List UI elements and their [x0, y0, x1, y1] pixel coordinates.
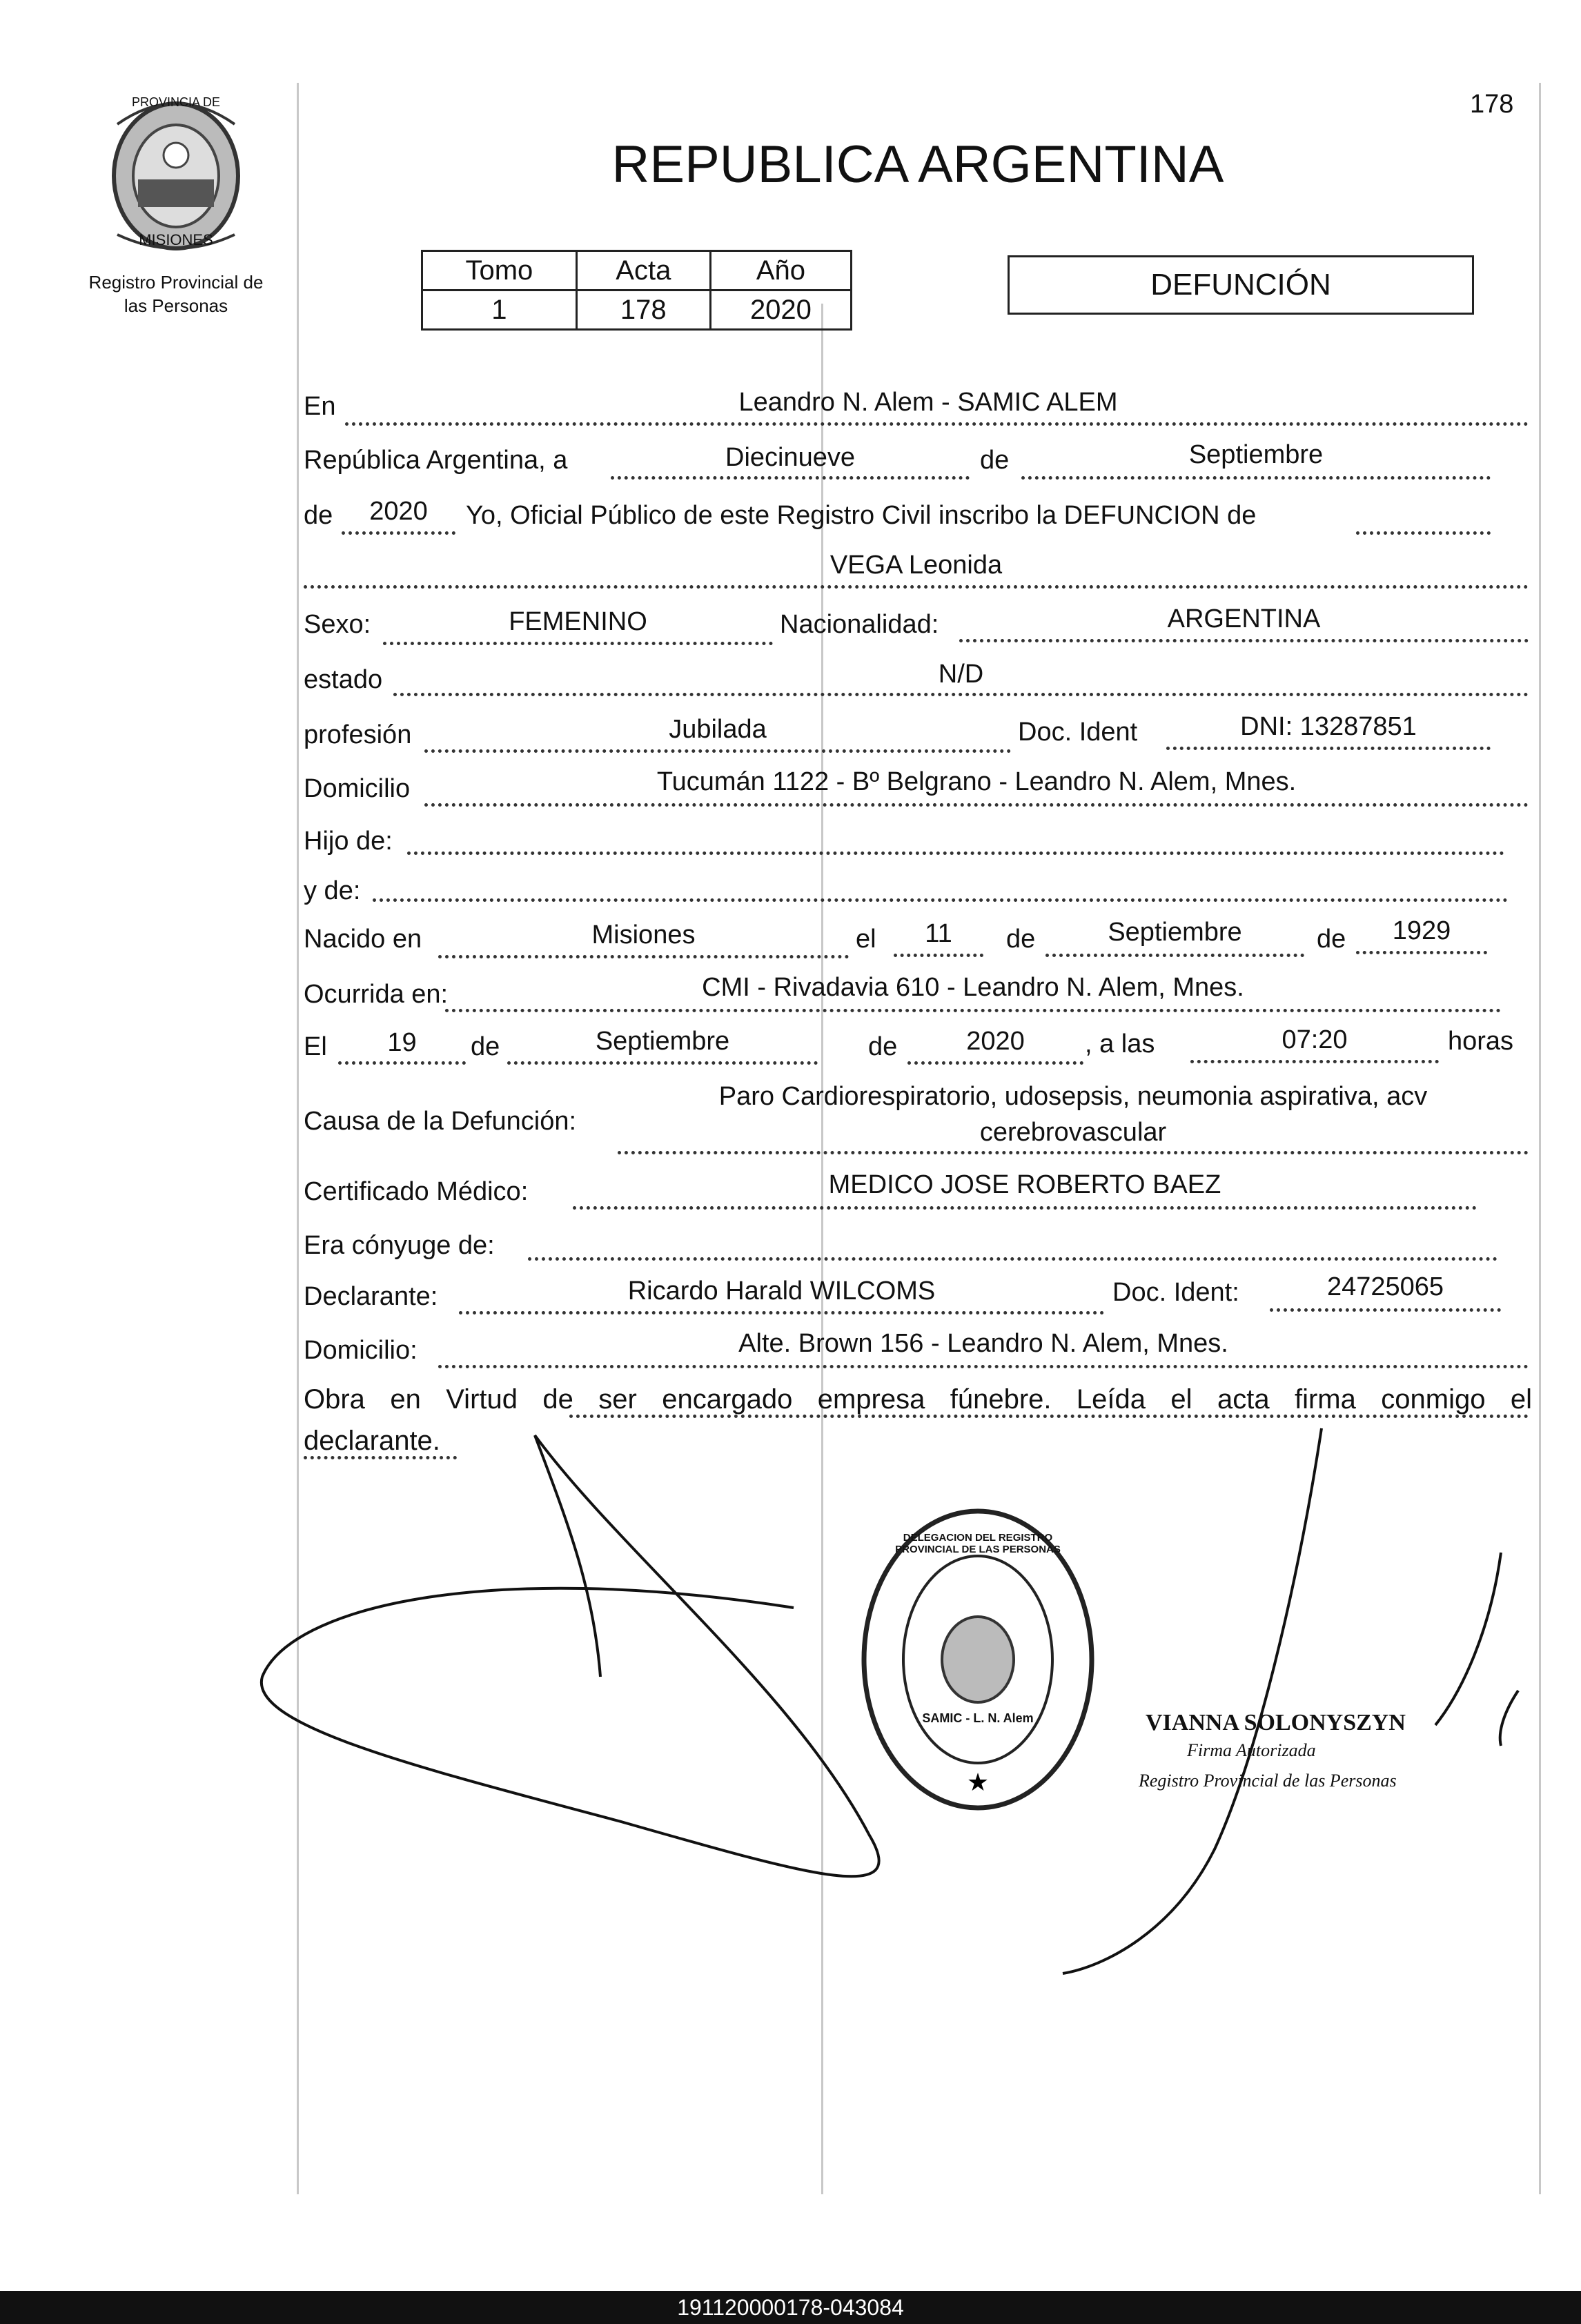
- label-causa: Causa de la Defunción:: [304, 1107, 577, 1136]
- field-month: Septiembre: [1188, 440, 1324, 469]
- label-de-year: de: [304, 501, 333, 530]
- field-day: Diecinueve: [725, 443, 855, 472]
- table-header-acta: Acta: [576, 251, 710, 290]
- table-value-tomo: 1: [422, 290, 577, 330]
- field-domicilio: Tucumán 1122 - Bº Belgrano - Leandro N. Alem, Mnes.: [656, 767, 1297, 796]
- table-value-anio: 2020: [710, 290, 851, 330]
- field-nacionalidad: ARGENTINA: [1167, 604, 1321, 633]
- field-certificado: MEDICO JOSE ROBERTO BAEZ: [828, 1170, 1221, 1199]
- table-header-anio: Año: [710, 251, 851, 290]
- label-doc-ident: Doc. Ident: [1018, 718, 1138, 747]
- document-type-box: DEFUNCIÓN: [1008, 255, 1474, 315]
- label-declarante: Declarante:: [304, 1282, 438, 1311]
- label-death-el: El: [304, 1032, 327, 1061]
- field-nacido-en: Misiones: [591, 920, 696, 949]
- label-sexo: Sexo:: [304, 610, 371, 639]
- field-death-year: 2020: [966, 1027, 1025, 1056]
- label-de: de: [980, 446, 1010, 475]
- label-a-las: , a las: [1085, 1030, 1155, 1058]
- label-de-death-year: de: [868, 1032, 898, 1061]
- field-birth-month: Septiembre: [1108, 918, 1242, 947]
- inscribo-text: Yo, Oficial Público de este Registro Civil inscribo la DEFUNCION de: [466, 501, 1257, 530]
- field-decl-domicilio: Alte. Brown 156 - Leandro N. Alem, Mnes.: [738, 1329, 1228, 1358]
- field-sexo: FEMENINO: [509, 607, 647, 636]
- registry-name-line1: Registro Provincial de: [88, 272, 264, 293]
- label-de-birth-month: de: [1006, 925, 1036, 954]
- label-hijo-de: Hijo de:: [304, 827, 393, 856]
- field-deceased-name: VEGA Leonida: [829, 551, 1003, 580]
- label-de-death-month: de: [471, 1032, 500, 1061]
- field-birth-day: 11: [925, 919, 952, 948]
- field-death-time: 07:20: [1282, 1025, 1348, 1054]
- registry-stamp: [859, 1504, 1097, 1815]
- footer-barcode-text: 191120000178-043084: [0, 2291, 1581, 2324]
- field-causa-line1: Paro Cardiorespiratorio, udosepsis, neumonia aspirativa, acv: [718, 1082, 1428, 1111]
- field-decl-doc: 24725065: [1326, 1272, 1444, 1301]
- registry-name-line2: las Personas: [124, 295, 228, 316]
- label-profesion: profesión: [304, 720, 412, 749]
- field-profesion: Jubilada: [669, 715, 767, 744]
- label-el: el: [856, 925, 876, 954]
- seal-bottom-text: MISIONES: [139, 231, 213, 248]
- page-number: 178: [1470, 90, 1514, 119]
- table-value-acta: 178: [576, 290, 710, 330]
- field-estado: N/D: [938, 660, 984, 689]
- signer-name: VIANNA SOLONYSZYN: [1146, 1710, 1406, 1735]
- obra-line1: Obra en Virtud de ser encargado empresa fúnebre. Leída el acta firma conmigo el: [304, 1384, 1532, 1415]
- table-header-tomo: Tomo: [422, 251, 577, 290]
- field-declarante: Ricardo Harald WILCOMS: [627, 1277, 936, 1306]
- field-birth-year: 1929: [1392, 916, 1451, 945]
- label-domicilio: Domicilio: [304, 774, 411, 803]
- signer-role: Firma Autorizada: [1187, 1740, 1316, 1760]
- field-place: Leandro N. Alem - SAMIC ALEM: [738, 388, 1118, 417]
- label-decl-doc: Doc. Ident:: [1112, 1278, 1239, 1307]
- field-ocurrida-en: CMI - Rivadavia 610 - Leandro N. Alem, Mnes.: [702, 973, 1244, 1002]
- seal-top-text: PROVINCIA DE: [131, 95, 221, 109]
- label-conyuge: Era cónyuge de:: [304, 1231, 495, 1260]
- field-death-day: 19: [387, 1028, 417, 1057]
- label-de-birth-year: de: [1317, 925, 1346, 954]
- signer-office: Registro Provincial de las Personas: [1139, 1771, 1397, 1791]
- label-ocurrida-en: Ocurrida en:: [304, 980, 449, 1009]
- svg-text:★: ★: [966, 1769, 990, 1797]
- field-doc-ident: DNI: 13287851: [1240, 712, 1417, 741]
- page-title: REPUBLICA ARGENTINA: [611, 135, 1224, 194]
- stamp-outer-text: DELEGACION DEL REGISTRO PROVINCIAL DE LAS PERSONAS: [895, 1532, 1061, 1555]
- label-nacionalidad: Nacionalidad:: [780, 610, 939, 639]
- label-decl-domicilio: Domicilio:: [304, 1336, 418, 1365]
- label-estado: estado: [304, 665, 383, 694]
- obra-line2: declarante.: [304, 1426, 440, 1456]
- field-death-month: Septiembre: [595, 1027, 730, 1056]
- label-certificado: Certificado Médico:: [304, 1177, 529, 1206]
- label-horas: horas: [1448, 1027, 1514, 1056]
- label-republica: República Argentina, a: [304, 446, 568, 475]
- label-nacido-en: Nacido en: [304, 925, 422, 954]
- field-year: 2020: [369, 497, 428, 526]
- label-y-de: y de:: [304, 876, 361, 905]
- label-en: En: [304, 392, 336, 421]
- field-causa-line2: cerebrovascular: [979, 1118, 1167, 1147]
- stamp-inner-text: SAMIC - L. N. Alem: [922, 1711, 1034, 1725]
